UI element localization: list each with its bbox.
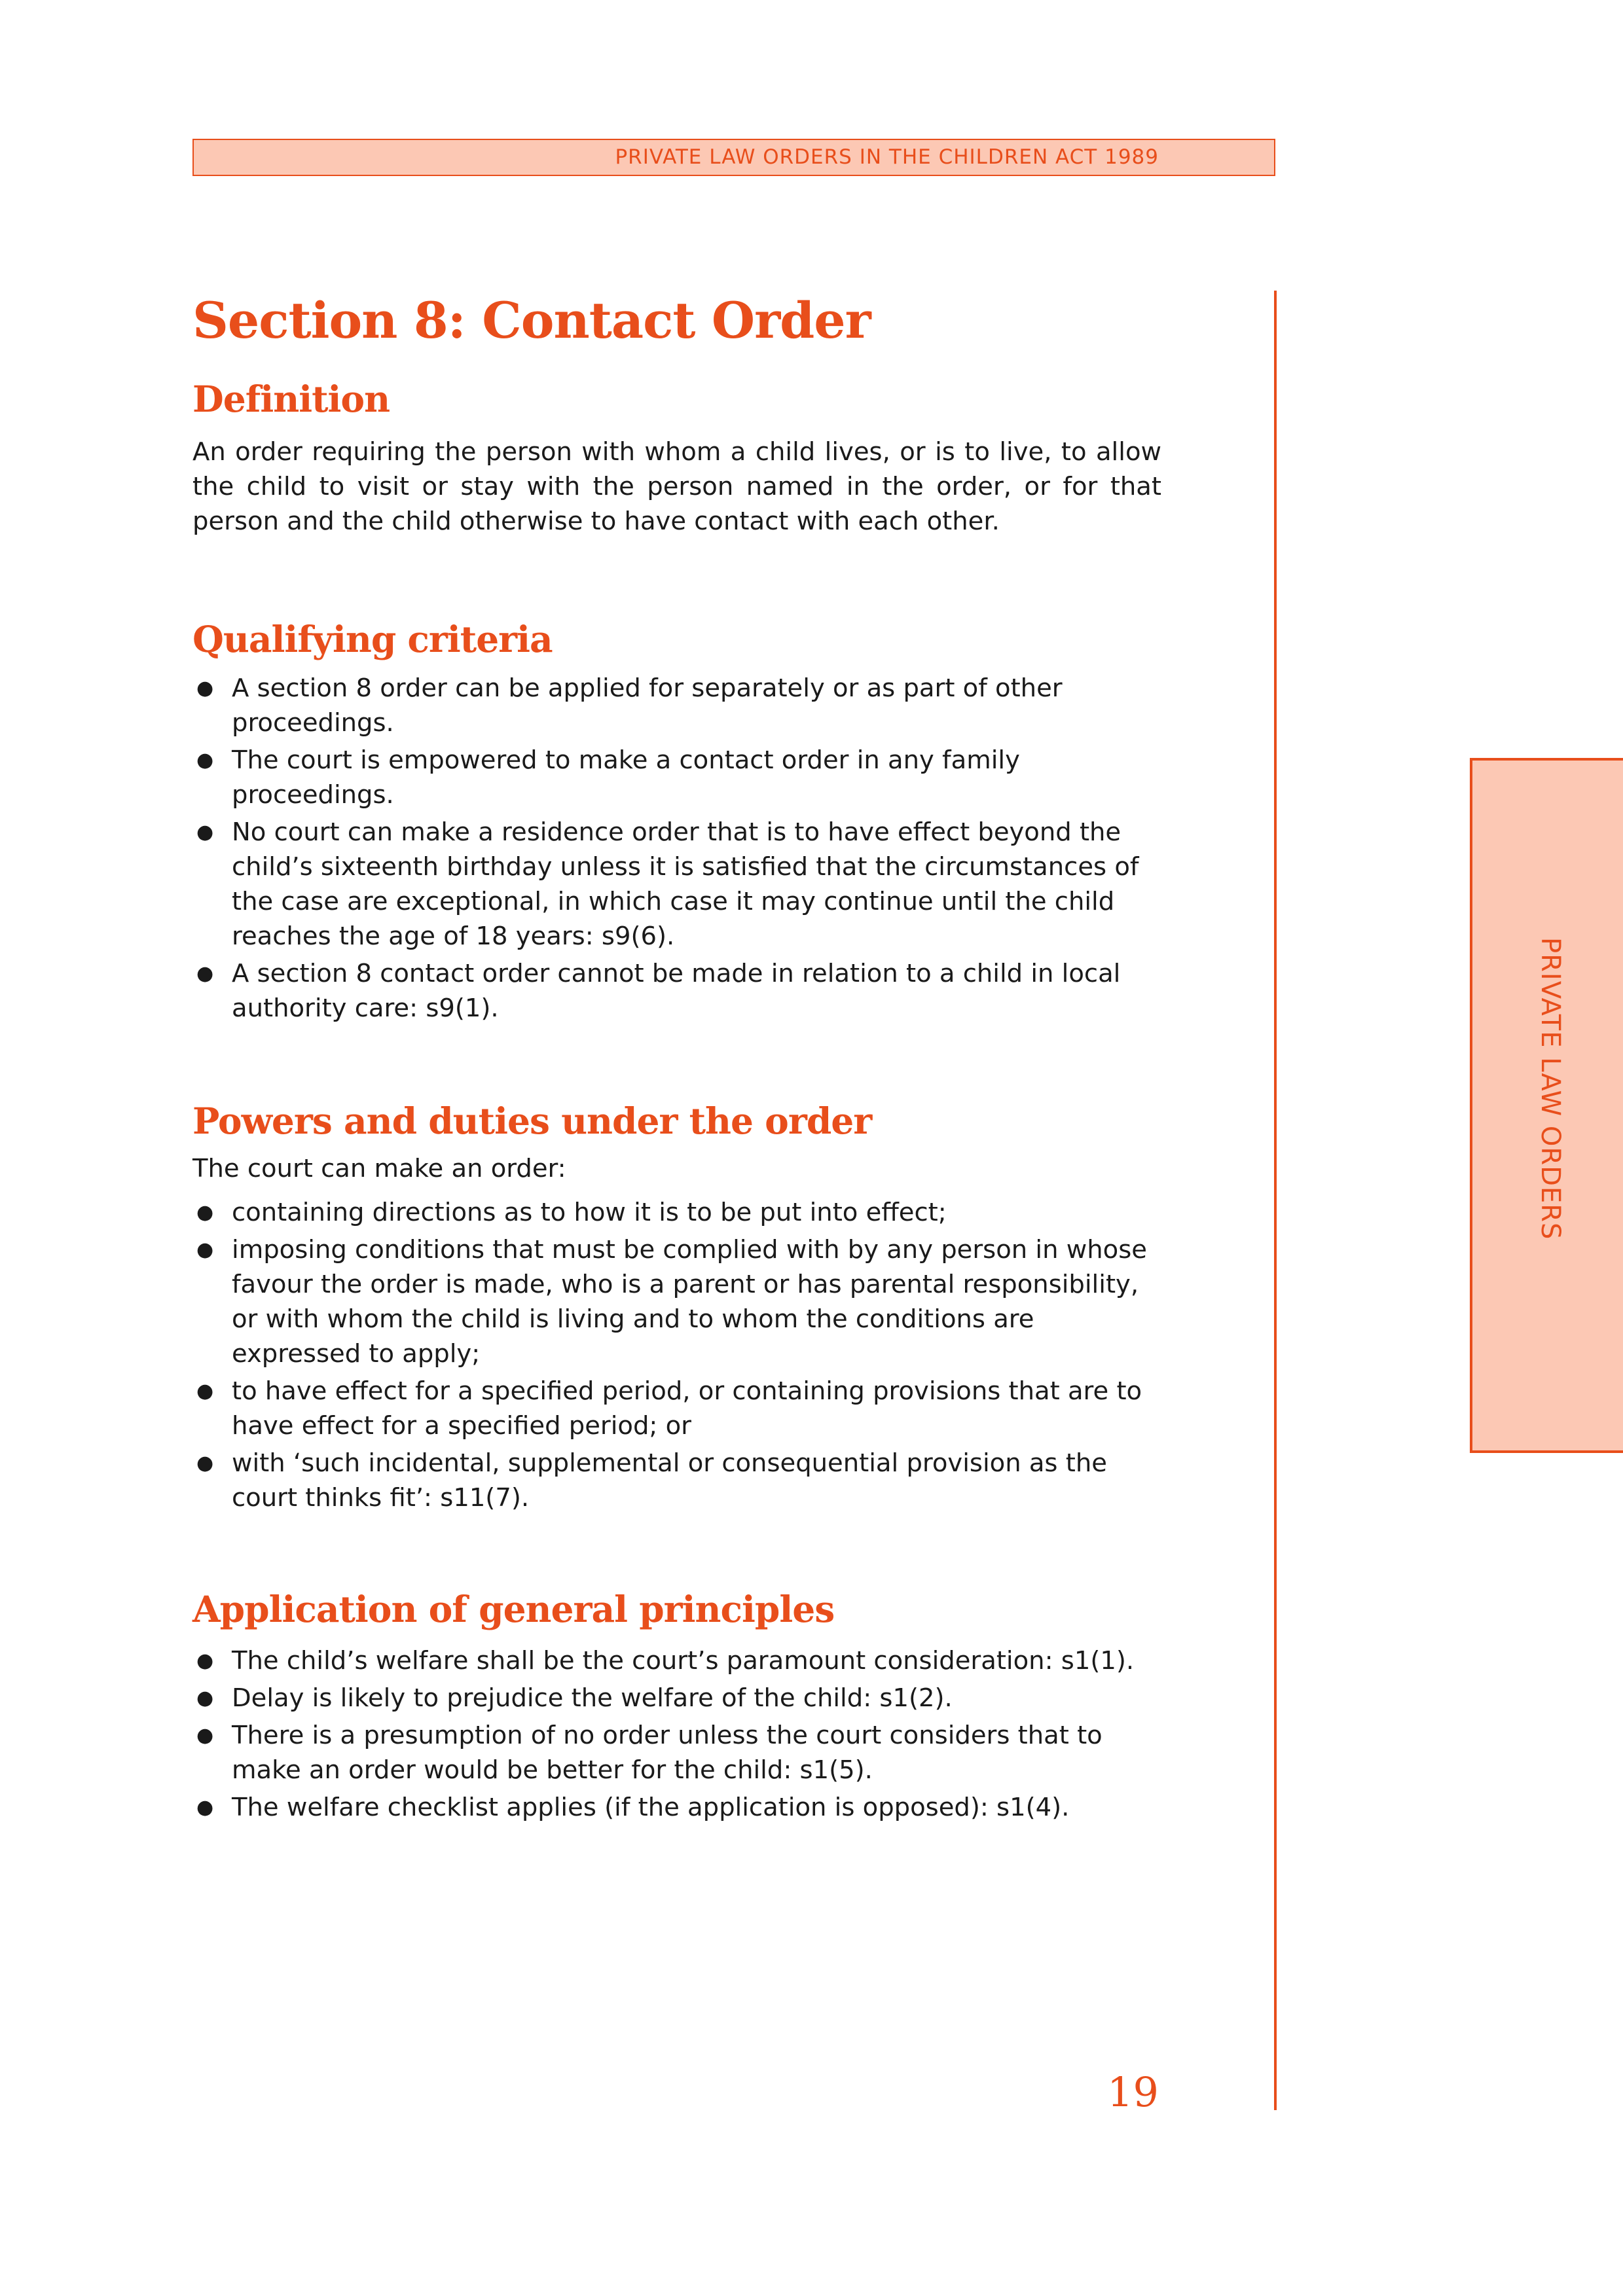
list-item: ● to have effect for a specified period, or containing provisions that are to have effect for a specified period; or xyxy=(192,1374,1161,1443)
list-item: ● The court is empowered to make a contact order in any family proceedings. xyxy=(192,743,1161,812)
bullet-icon: ● xyxy=(196,962,214,985)
bullet-icon: ● xyxy=(196,1238,214,1261)
powers-duties-section xyxy=(192,1095,1161,1515)
list-item: ● A section 8 contact order cannot be made in relation to a child in local authority care: s9(1). xyxy=(192,956,1161,1026)
bullet-icon: ● xyxy=(196,821,214,844)
powers-duties-list xyxy=(192,1195,1161,1515)
page-title: Section 8: Contact Order xyxy=(192,291,871,350)
qualifying-criteria-section xyxy=(192,613,1161,1026)
bullet-icon: ● xyxy=(196,1452,214,1475)
bullet-icon: ● xyxy=(196,1649,214,1672)
page-content xyxy=(192,281,1161,1827)
bullet-icon: ● xyxy=(196,1687,214,1710)
bullet-icon: ● xyxy=(196,749,214,772)
powers-duties-heading: Powers and duties under the order xyxy=(192,1100,872,1142)
list-item: ● The child’s welfare shall be the court’s paramount consideration: s1(1). xyxy=(192,1643,1161,1678)
general-principles-list xyxy=(192,1643,1161,1825)
page-number: 19 xyxy=(1107,2068,1159,2116)
general-principles-section xyxy=(192,1583,1161,1825)
running-header xyxy=(192,139,1275,176)
qualifying-criteria-list xyxy=(192,671,1161,1026)
qualifying-criteria-heading: Qualifying criteria xyxy=(192,618,553,660)
list-item: ● containing directions as to how it is to be put into effect; xyxy=(192,1195,1161,1230)
bullet-icon: ● xyxy=(196,677,214,700)
bullet-icon: ● xyxy=(196,1724,214,1747)
general-principles-heading: Application of general principles xyxy=(192,1588,835,1630)
section-tab xyxy=(1470,758,1623,1453)
list-item: ● with ‘such incidental, supplemental or consequential provision as the court thinks fit’: s11(7). xyxy=(192,1446,1161,1515)
powers-duties-intro: The court can make an order: xyxy=(192,1154,566,1183)
bullet-icon: ● xyxy=(196,1201,214,1224)
running-header-text: PRIVATE LAW ORDERS IN THE CHILDREN ACT 1989 xyxy=(615,145,1159,169)
bullet-icon: ● xyxy=(196,1380,214,1403)
list-item: ● imposing conditions that must be complied with by any person in whose favour the order is made, who is a parent or has parental responsibility, or with whom the child is living and to whom the conditions are expressed to apply; xyxy=(192,1232,1161,1371)
definition-text: An order requiring the person with whom a child lives, or is to live, to allow the child to visit or stay with the person named in the order, or for that person and the child otherwise to have contact with each other. xyxy=(192,437,1161,536)
list-item: ● A section 8 order can be applied for separately or as part of other proceedings. xyxy=(192,671,1161,740)
margin-rule xyxy=(1274,291,1277,2110)
section-tab-label: PRIVATE LAW ORDERS xyxy=(1535,937,1565,1240)
list-item: ● The welfare checklist applies (if the application is opposed): s1(4). xyxy=(192,1790,1161,1825)
list-item: ● There is a presumption of no order unless the court considers that to make an order would be better for the child: s1(5). xyxy=(192,1718,1161,1787)
definition-section xyxy=(192,373,1161,539)
list-item: ● No court can make a residence order that is to have effect beyond the child’s sixteenth birthday unless it is satisfied that the circumstances of the case are exceptional, in which case it may continue until the child reaches the age of 18 years: s9(6). xyxy=(192,815,1161,954)
bullet-icon: ● xyxy=(196,1796,214,1819)
definition-heading: Definition xyxy=(192,378,390,420)
list-item: ● Delay is likely to prejudice the welfare of the child: s1(2). xyxy=(192,1681,1161,1715)
